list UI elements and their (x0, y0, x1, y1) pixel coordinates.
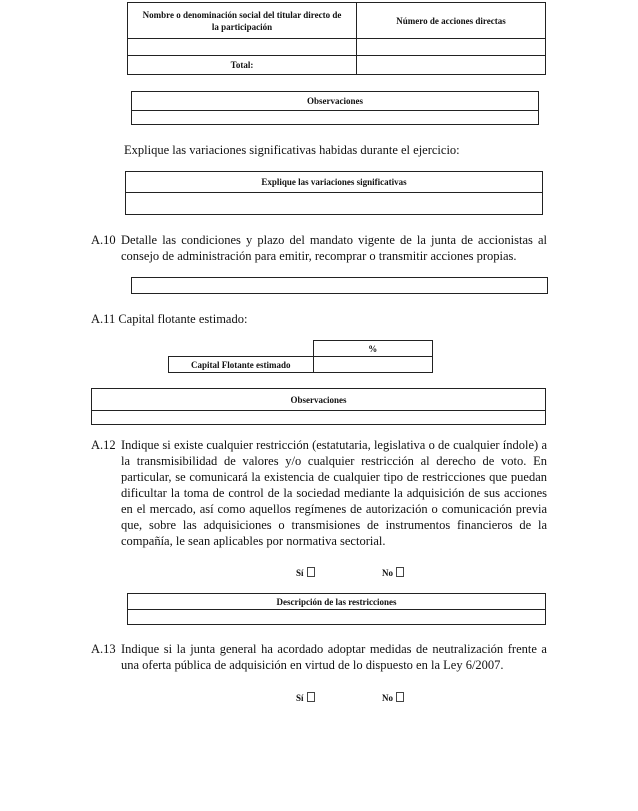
capital-flotante-value[interactable] (313, 357, 433, 373)
observaciones-table-1 (131, 91, 539, 125)
a12-si-option[interactable] (296, 567, 315, 578)
holder-name-cell[interactable] (128, 39, 357, 56)
a12-si-checkbox[interactable] (307, 567, 315, 577)
a12-no-label: No (382, 568, 393, 578)
a10-answer-field[interactable] (131, 277, 548, 294)
a11-heading: A.11 Capital flotante estimado: (91, 312, 248, 326)
a13-si-label: Sí (296, 693, 304, 703)
total-value-cell[interactable] (357, 56, 546, 75)
a12-no-checkbox[interactable] (396, 567, 404, 577)
direct-shares-cell[interactable] (357, 39, 546, 56)
percent-header: % (313, 341, 433, 357)
a10-number: A.10 (91, 233, 116, 247)
holders-table (127, 2, 546, 75)
a13-number: A.13 (91, 642, 116, 656)
observaciones-field-1[interactable] (132, 111, 539, 125)
restricciones-field[interactable] (128, 610, 546, 625)
a13-si-option[interactable] (296, 692, 315, 703)
a12-text: Indique si existe cualquier restricción (estatutaria, legislativa o de cualquier índole) a la transmisibilidad de valores y/o cualquier restricción al derecho de voto. En particular, se comunicará la existencia de cualquier tipo de restricciones que puedan dificultar la toma de control de la sociedad mediante la adquisición de sus acciones en el mercado, así como aquellos regímenes de autorización o comunicación previa que, sobre las adquisiciones o transmisiones de instrumentos financieros de la compañía, le sean aplicables por normativa sectorial. (121, 438, 547, 548)
variaciones-field[interactable] (126, 193, 543, 215)
observaciones-header-2: Observaciones (92, 389, 546, 411)
variaciones-intro: Explique las variaciones significativas habidas durante el ejercicio: (124, 143, 460, 157)
a13-no-label: No (382, 693, 393, 703)
restricciones-header: Descripción de las restricciones (128, 594, 546, 610)
holder-name-header: Nombre o denominación social del titular directo de la participación (128, 3, 357, 39)
a12-si-label: Sí (296, 568, 304, 578)
a13-si-checkbox[interactable] (307, 692, 315, 702)
total-label: Total: (128, 56, 357, 75)
direct-shares-header: Número de acciones directas (357, 3, 546, 39)
a12-no-option[interactable] (382, 567, 404, 578)
a13-text: Indique si la junta general ha acordado adoptar medidas de neutralización frente a una oferta pública de adquisición en virtud de lo dispuesto en la Ley 6/2007. (121, 642, 547, 672)
restricciones-table (127, 593, 546, 625)
variaciones-header: Explique las variaciones significativas (126, 172, 543, 193)
observaciones-field-2[interactable] (92, 411, 546, 425)
a13-no-checkbox[interactable] (396, 692, 404, 702)
capital-flotante-label: Capital Flotante estimado (169, 357, 314, 373)
observaciones-header-1: Observaciones (132, 92, 539, 111)
a13-no-option[interactable] (382, 692, 404, 703)
a10-text: Detalle las condiciones y plazo del mandato vigente de la junta de accionistas al consejo de administración para emitir, recomprar o transmitir acciones propias. (121, 233, 547, 263)
capital-flotante-table (168, 340, 433, 373)
variaciones-table (125, 171, 543, 215)
observaciones-table-2 (91, 388, 546, 425)
a12-number: A.12 (91, 438, 116, 452)
